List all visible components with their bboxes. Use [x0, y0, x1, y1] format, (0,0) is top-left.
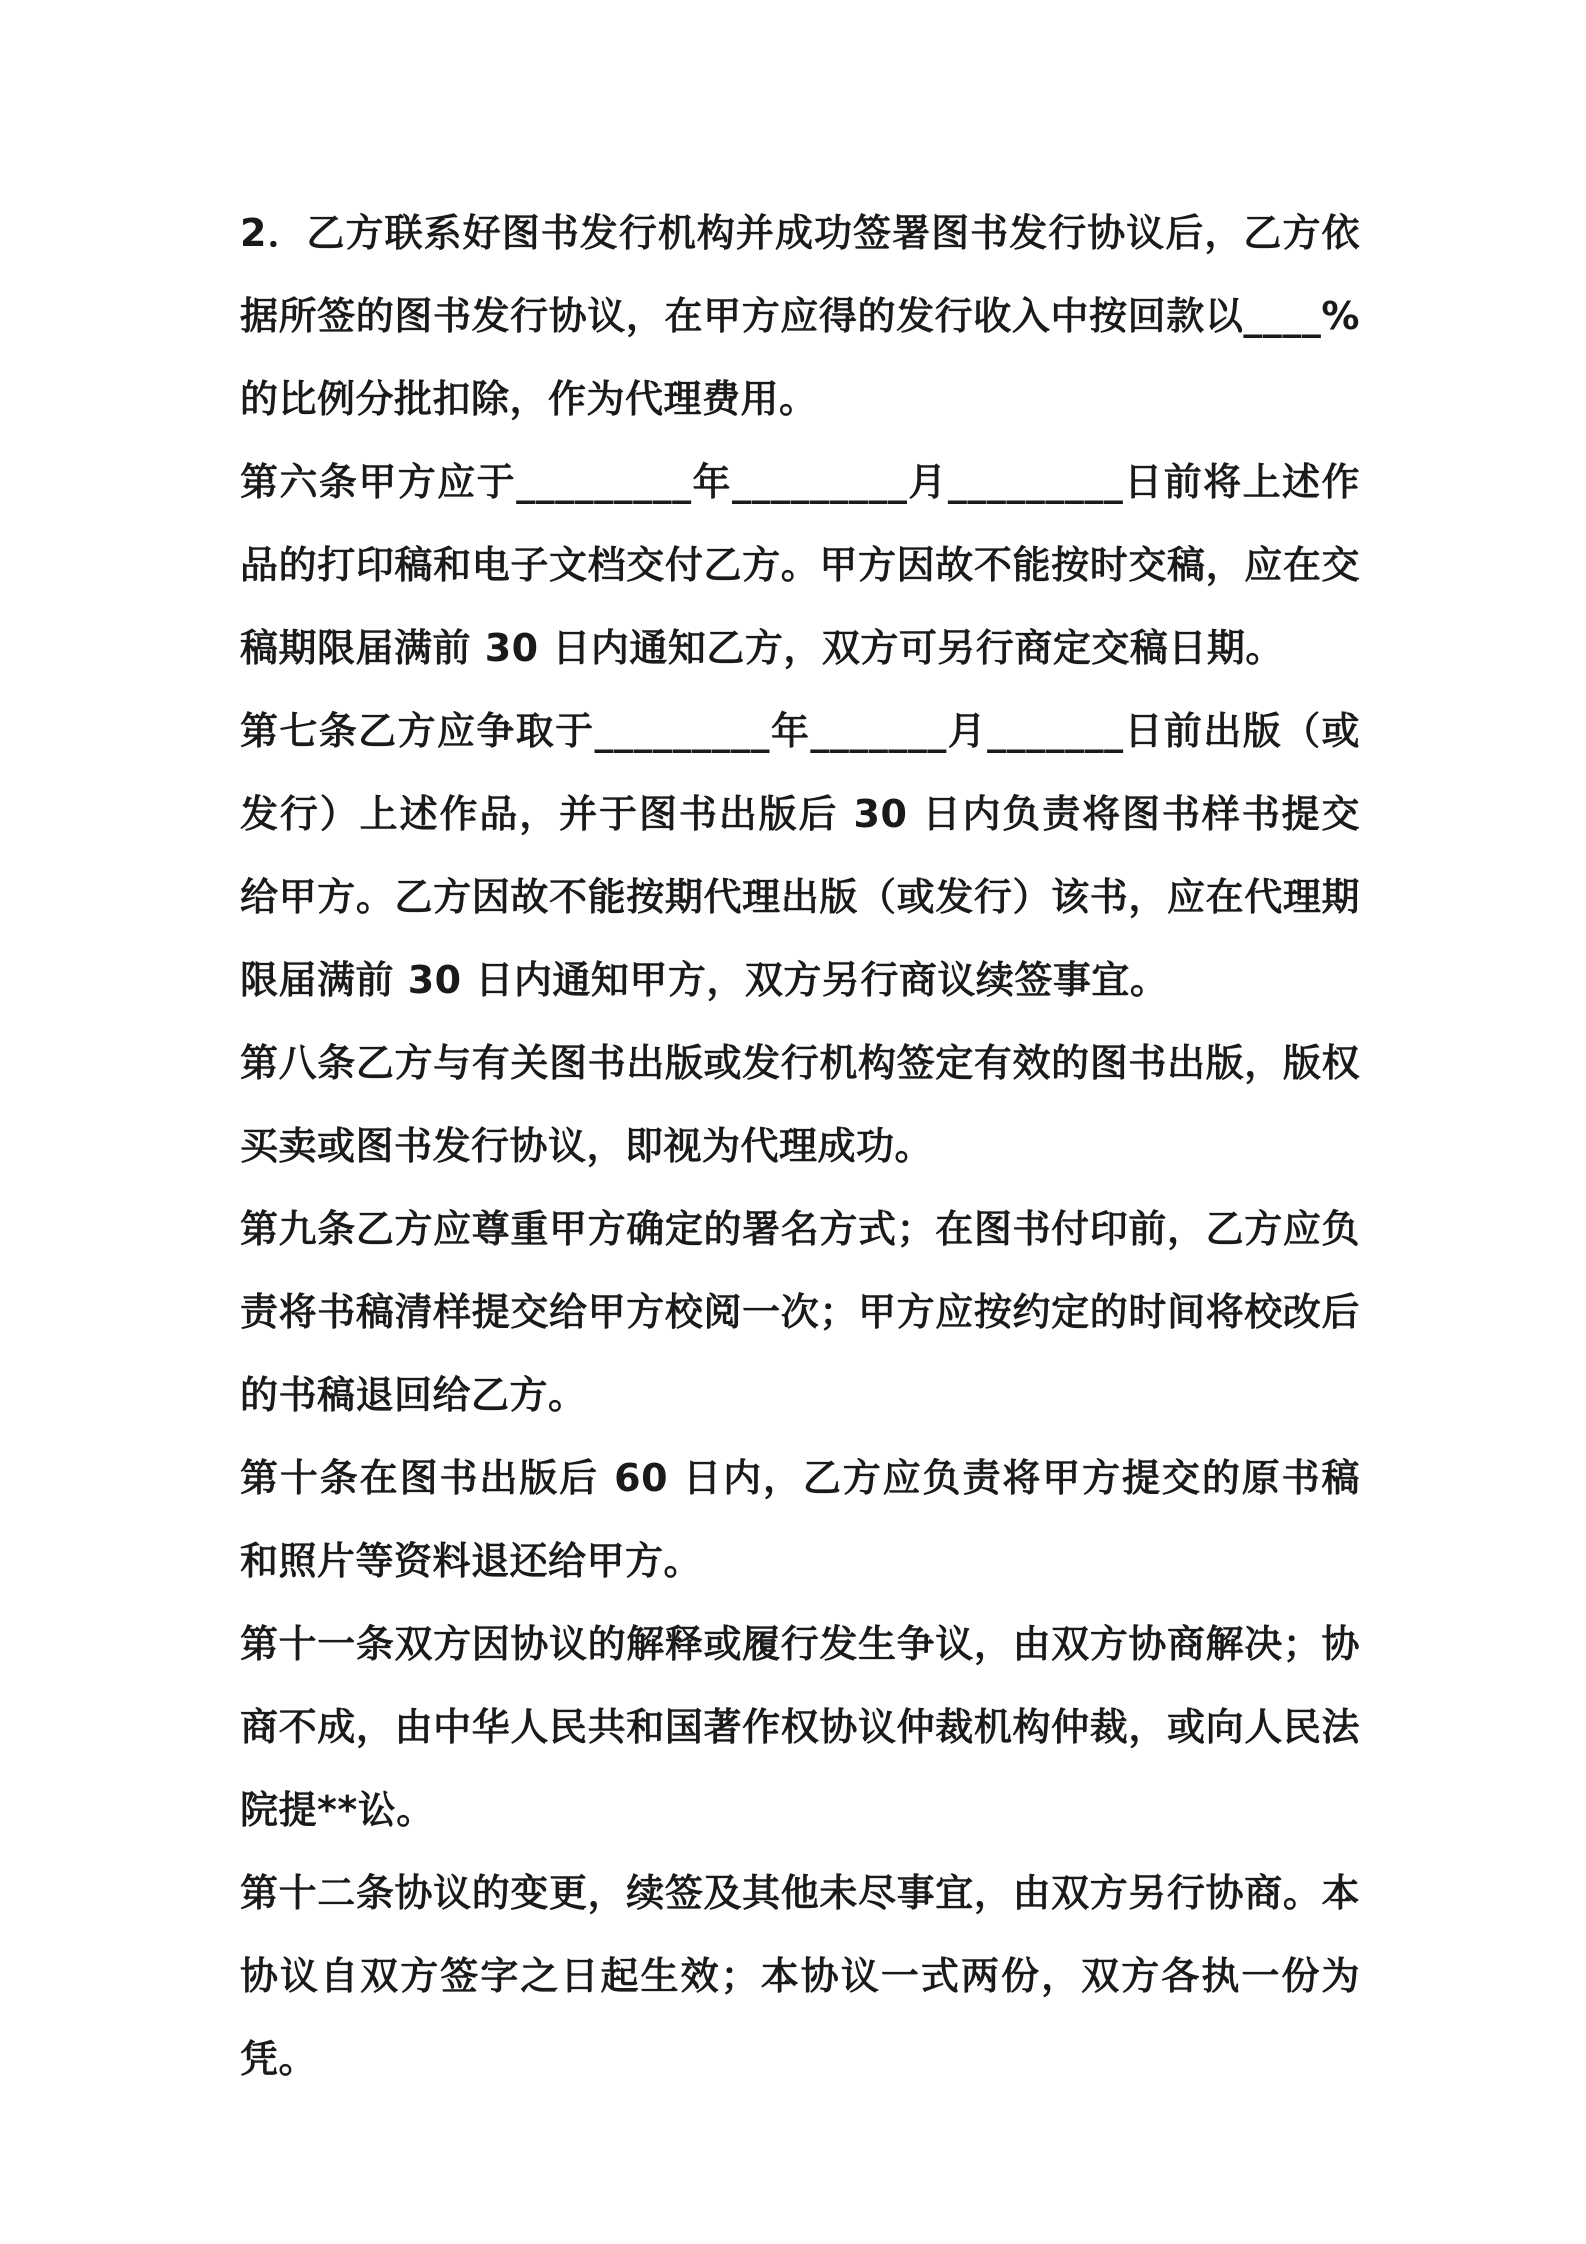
paragraph-article-11: 第十一条双方因协议的解释或履行发生争议，由双方协商解决；协商不成，由中华人民共和国著作权协议仲裁机构仲裁，或向人民法院提**讼。 — [240, 1622, 1360, 1832]
paragraph-article-10: 第十条在图书出版后 60 日内，乙方应负责将甲方提交的原书稿和照片等资料退还给甲方。 — [240, 1456, 1360, 1583]
paragraph-article-8: 第八条乙方与有关图书出版或发行机构签定有效的图书出版，版权买卖或图书发行协议，即视为代理成功。 — [240, 1041, 1360, 1168]
document-body — [240, 192, 1360, 2101]
paragraph-article-12: 第十二条协议的变更，续签及其他未尽事宜，由双方另行协商。本协议自双方签字之日起生效；本协议一式两份，双方各执一份为凭。 — [240, 1871, 1360, 2081]
paragraph-article-6: 第六条甲方应于_________年_________月_________日前将上述作品的打印稿和电子文档交付乙方。甲方因故不能按时交稿，应在交稿期限届满前 30 日内通知乙方，双方可另行商定交稿日期。 — [240, 460, 1360, 670]
paragraph-article-9: 第九条乙方应尊重甲方确定的署名方式；在图书付印前，乙方应负责将书稿清样提交给甲方校阅一次；甲方应按约定的时间将校改后的书稿退回给乙方。 — [240, 1207, 1360, 1417]
paragraph-article-7: 第七条乙方应争取于_________年_______月_______日前出版（或发行）上述作品，并于图书出版后 30 日内负责将图书样书提交给甲方。乙方因故不能按期代理出版（或发行）该书，应在代理期限届满前 30 日内通知甲方，双方另行商议续签事宜。 — [240, 709, 1360, 1002]
paragraph-agency-fee: 2．乙方联系好图书发行机构并成功签署图书发行协议后，乙方依据所签的图书发行协议，在甲方应得的发行收入中按回款以____%的比例分批扣除，作为代理费用。 — [240, 211, 1360, 421]
